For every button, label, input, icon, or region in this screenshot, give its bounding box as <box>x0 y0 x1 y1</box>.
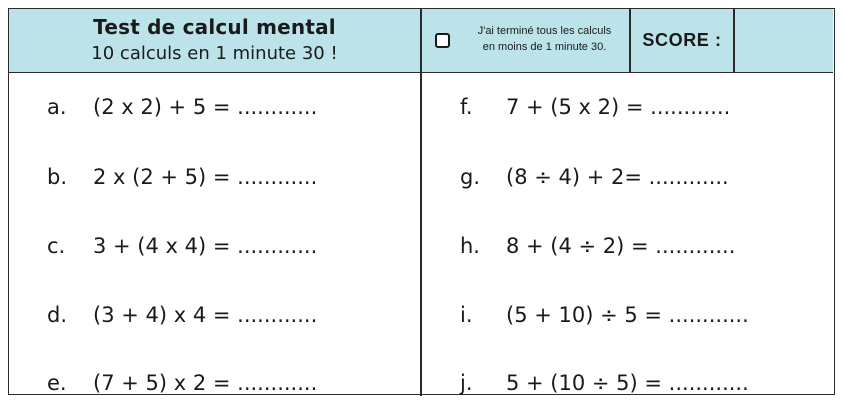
calc-letter: h. <box>460 234 480 258</box>
calc-expression: 2 x (2 + 5) = ............ <box>93 165 318 189</box>
calc-letter: a. <box>47 95 67 119</box>
calc-expression: 3 + (4 x 4) = ............ <box>93 234 318 258</box>
completion-cell <box>422 9 629 72</box>
calc-item-a <box>47 93 317 121</box>
calc-expression: 7 + (5 x 2) = ............ <box>506 95 731 119</box>
score-box[interactable] <box>735 9 833 72</box>
calc-item-g <box>460 163 729 191</box>
calc-item-b <box>47 163 317 191</box>
calc-letter: d. <box>47 303 68 327</box>
calc-letter: j. <box>460 371 473 395</box>
calc-item-i <box>460 301 749 329</box>
worksheet <box>8 8 835 395</box>
completion-checkbox[interactable] <box>435 33 450 48</box>
calc-letter: e. <box>47 371 67 395</box>
column-divider <box>420 72 422 396</box>
calc-item-c <box>47 232 317 260</box>
calc-expression: (8 ÷ 4) + 2= ............ <box>506 165 729 189</box>
calc-item-e <box>47 369 317 397</box>
calc-letter: b. <box>47 165 68 189</box>
calc-expression: 5 + (10 ÷ 5) = ............ <box>506 371 749 395</box>
calc-expression: (5 + 10) ÷ 5 = ............ <box>506 303 749 327</box>
completion-line-2: en moins de 1 minute 30. <box>482 41 607 53</box>
calc-item-f <box>460 93 730 121</box>
calc-item-j <box>460 369 749 397</box>
score-label: SCORE : <box>642 30 722 50</box>
calc-expression: (7 + 5) x 2 = ............ <box>93 371 318 395</box>
completion-line-1: J'ai terminé tous les calculs <box>477 25 612 37</box>
calc-expression: (3 + 4) x 4 = ............ <box>93 303 318 327</box>
calc-letter: g. <box>460 165 481 189</box>
worksheet-subtitle: 10 calculs en 1 minute 30 ! <box>91 43 338 64</box>
calc-expression: 8 + (4 ÷ 2) = ............ <box>506 234 736 258</box>
calc-letter: f. <box>460 95 473 119</box>
worksheet-title: Test de calcul mental <box>93 15 336 39</box>
calc-letter: c. <box>47 234 66 258</box>
calc-expression: (2 x 2) + 5 = ............ <box>93 95 318 119</box>
completion-statement <box>457 23 632 55</box>
calc-letter: i. <box>460 303 473 327</box>
calc-item-d <box>47 301 317 329</box>
header-band <box>9 9 833 73</box>
calc-item-h <box>460 232 735 260</box>
title-cell <box>9 9 420 72</box>
